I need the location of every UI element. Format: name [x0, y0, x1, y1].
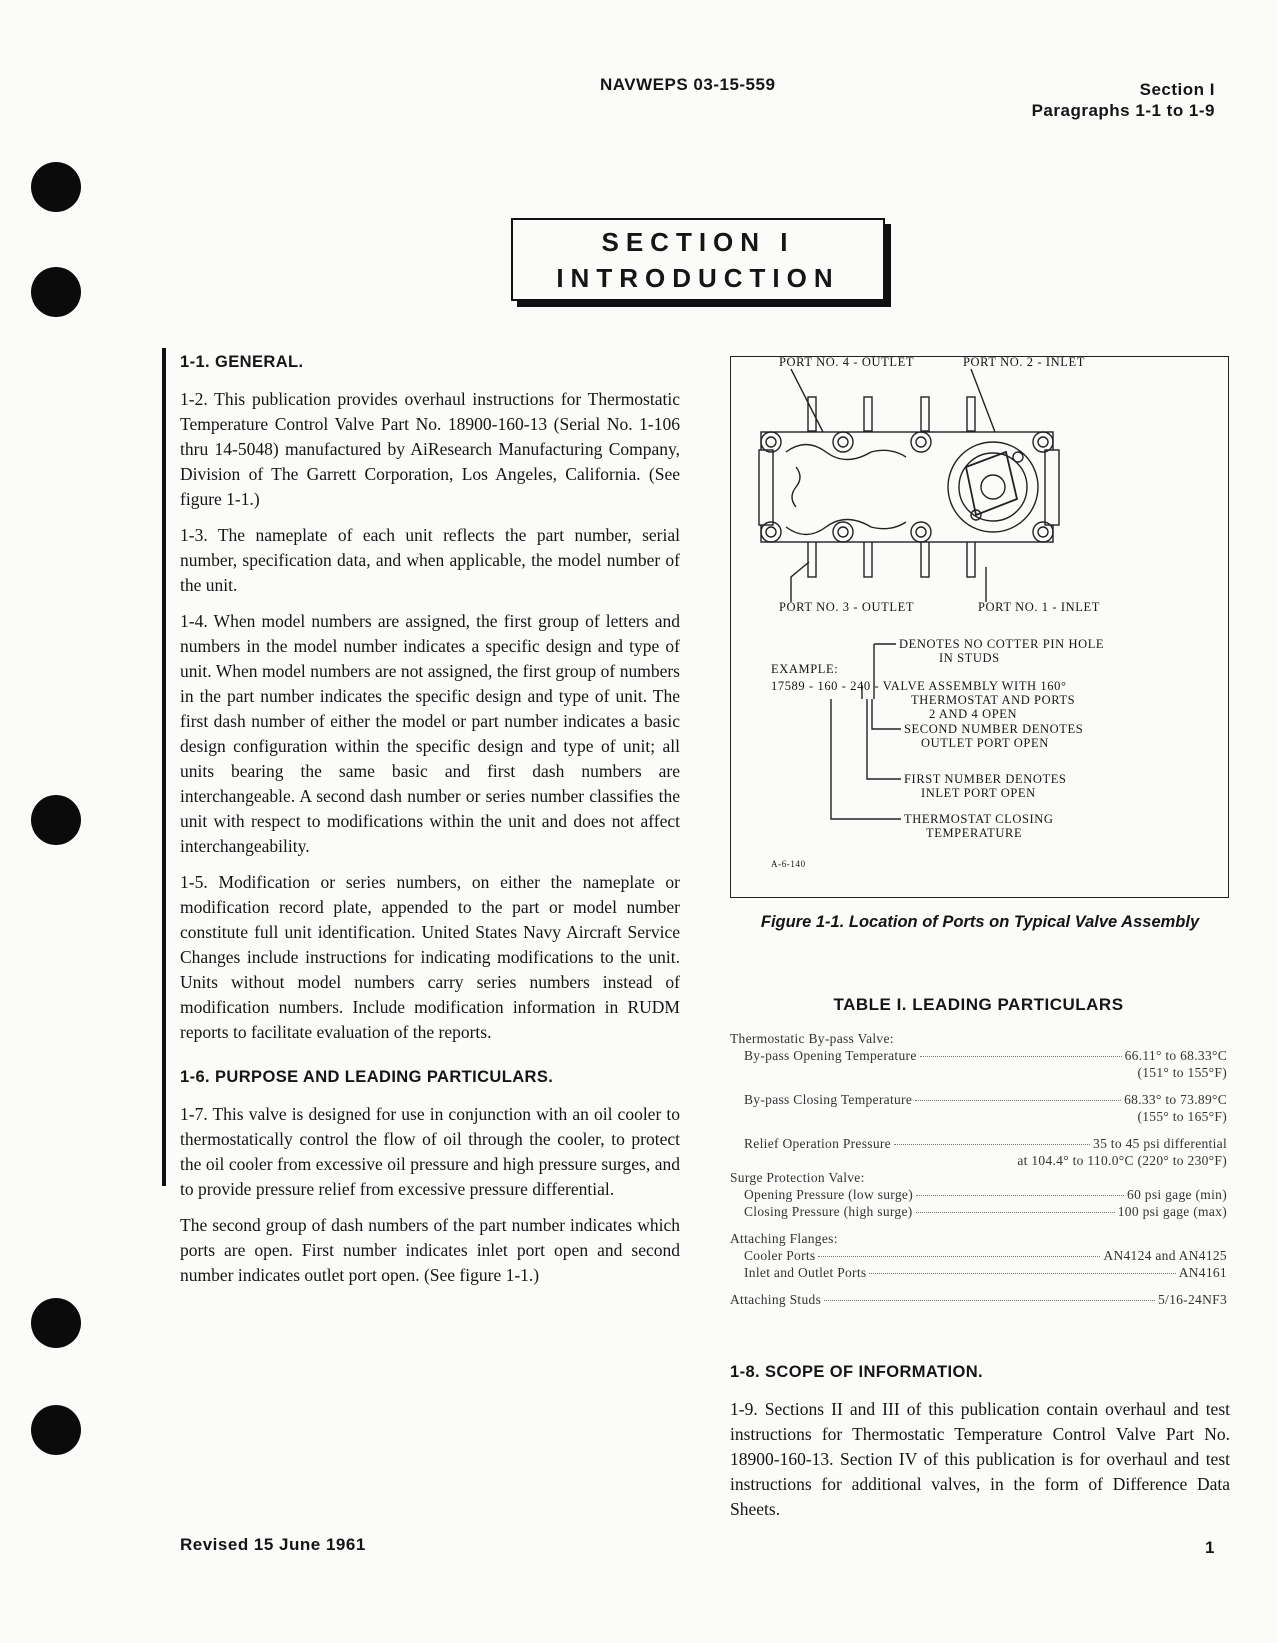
label-no-cotter-2: IN STUDS: [939, 651, 1000, 665]
label-first-number-2: INLET PORT OPEN: [921, 786, 1036, 800]
right-column: [730, 1360, 1230, 1533]
table-row: [730, 1186, 1227, 1203]
row-label: Closing Pressure (high surge): [744, 1204, 913, 1219]
row-label: By-pass Opening Temperature: [744, 1048, 917, 1063]
binder-hole: [31, 1405, 81, 1455]
paragraphs-label: Paragraphs 1-1 to 1-9: [1031, 101, 1215, 120]
label-second-number: SECOND NUMBER DENOTES: [904, 722, 1084, 736]
revision-date: Revised 15 June 1961: [180, 1535, 366, 1554]
label-port-4: PORT NO. 4 - OUTLET: [779, 355, 915, 369]
page-number: 1: [1205, 1538, 1215, 1557]
paragraph-1-5: 1-5. Modification or series numbers, on either the nameplate or modification record plate, appended to the part or model number constitute full unit identification. United States Navy Aircraft Service Changes include instructions for indicating modifications to the unit. Units without model numbers carry series numbers instead of modification numbers. Include modification information in RUDM reports to facilitate evaluation of the reports.: [180, 872, 680, 1042]
row-continuation: at 104.4° to 110.0°C (220° to 230°F): [1017, 1153, 1227, 1168]
row-value: AN4161: [1178, 1265, 1227, 1280]
table-row: [730, 1203, 1227, 1220]
section-subtitle: INTRODUCTION: [556, 263, 840, 293]
figure-caption: Figure 1-1. Location of Ports on Typical Valve Assembly: [760, 913, 1200, 931]
table-row: [730, 1291, 1227, 1308]
label-first-number: FIRST NUMBER DENOTES: [904, 772, 1067, 786]
table-group-thermostatic: Thermostatic By-pass Valve:: [730, 1031, 894, 1046]
row-value: 35 to 45 psi differential: [1093, 1136, 1227, 1151]
row-value: AN4124 and AN4125: [1103, 1248, 1227, 1263]
label-port-3: PORT NO. 3 - OUTLET: [779, 600, 915, 614]
revision-bar: [162, 348, 166, 1186]
label-port-2: PORT NO. 2 - INLET: [963, 355, 1085, 369]
section-title-box: [511, 218, 885, 301]
label-no-cotter: DENOTES NO COTTER PIN HOLE: [899, 637, 1105, 651]
table-row: [730, 1247, 1227, 1264]
label-example-line2: THERMOSTAT AND PORTS: [911, 693, 1076, 707]
row-continuation: (151° to 155°F): [1137, 1065, 1227, 1080]
label-thermostat-2: TEMPERATURE: [926, 826, 1023, 840]
figure-id: A-6-140: [771, 859, 806, 869]
label-example-part: 17589 - 160 - 240 - VALVE ASSEMBLY WITH 160°: [771, 679, 1067, 693]
heading-general: 1-1. GENERAL.: [180, 353, 304, 371]
paragraph-1-3: 1-3. The nameplate of each unit reflects the part number, serial number, specification data, and when applicable, the model number of the unit.: [180, 525, 680, 595]
table-group-surge: Surge Protection Valve:: [730, 1170, 865, 1185]
row-value: 68.33° to 73.89°C: [1124, 1092, 1227, 1107]
row-value: 66.11° to 68.33°C: [1124, 1048, 1227, 1063]
label-second-number-2: OUTLET PORT OPEN: [921, 736, 1049, 750]
row-label: Relief Operation Pressure: [744, 1136, 891, 1151]
row-continuation: (155° to 165°F): [1137, 1109, 1227, 1124]
row-label: By-pass Closing Temperature: [744, 1092, 913, 1107]
heading-scope: 1-8. SCOPE OF INFORMATION.: [730, 1363, 984, 1381]
figure-frame: [730, 356, 1229, 898]
section-title: SECTION I: [601, 227, 795, 257]
row-value: 5/16-24NF3: [1157, 1292, 1227, 1307]
table-row: [730, 1047, 1227, 1064]
table-group-flanges: Attaching Flanges:: [730, 1231, 838, 1246]
row-label: Attaching Studs: [730, 1292, 822, 1307]
document-number: NAVWEPS 03-15-559: [600, 75, 776, 94]
section-label: Section I: [1139, 80, 1215, 99]
row-label: Cooler Ports: [744, 1248, 816, 1263]
table-title: TABLE I. LEADING PARTICULARS: [833, 995, 1124, 1014]
binder-hole: [31, 267, 81, 317]
binder-hole: [31, 795, 81, 845]
table-row: [730, 1091, 1227, 1108]
paragraph-1-7: 1-7. This valve is designed for use in conjunction with an oil cooler to thermostatically control the flow of oil through the cooler, to protect the oil cooler from excessive oil pressure and high pressure surges, and to provide pressure relief from excessive pressure differential.: [180, 1104, 680, 1199]
paragraph-1-2: 1-2. This publication provides overhaul instructions for Thermostatic Temperature Control Valve Part No. 18900-160-13 (Serial No. 1-106 thru 14-5048) manufactured by AiResearch Manufacturing Company, Division of The Garrett Corporation, Los Angeles, California. (See figure 1-1.): [180, 389, 680, 509]
row-label: Opening Pressure (low surge): [744, 1187, 913, 1202]
paragraph-1-9: 1-9. Sections II and III of this publication contain overhaul and test instructions for Thermostatic Temperature Control Valve Part No. 18900-160-13. Section IV of this publication is for overhaul and test instructions for additional valves, in the form of Difference Data Sheets.: [730, 1399, 1230, 1519]
paragraph-1-4: 1-4. When model numbers are assigned, the first group of letters and numbers in the model number indicates a specific design and type of unit. When model numbers are not assigned, the first group of numbers in the part number indicates the specific design and type of unit. The first dash number of either the model or part number indicates a basic design configuration within the specific design and type of unit; all units bearing the same basic and first dash numbers are interchangeable. A second dash number or series number classifies the unit with respect to modifications within the unit and does not affect interchangeability.: [180, 611, 680, 856]
table-row: [730, 1135, 1227, 1152]
row-value: 100 psi gage (max): [1117, 1204, 1227, 1219]
label-thermostat: THERMOSTAT CLOSING: [904, 812, 1054, 826]
row-label: Inlet and Outlet Ports: [744, 1265, 867, 1280]
row-value: 60 psi gage (min): [1127, 1187, 1227, 1202]
left-column: [180, 350, 680, 1299]
binder-hole: [31, 162, 81, 212]
label-example: EXAMPLE:: [771, 662, 839, 676]
label-port-1: PORT NO. 1 - INLET: [978, 600, 1100, 614]
table-row: [730, 1264, 1227, 1281]
binder-hole: [31, 1298, 81, 1348]
heading-purpose: 1-6. PURPOSE AND LEADING PARTICULARS.: [180, 1068, 554, 1086]
leading-particulars-table: [730, 1030, 1227, 1308]
label-example-line3: 2 AND 4 OPEN: [929, 707, 1018, 721]
paragraph-dash-numbers: The second group of dash numbers of the part number indicates which ports are open. First number indicates inlet port open and second number indicates outlet port open. (See figure 1-1.): [180, 1215, 680, 1285]
